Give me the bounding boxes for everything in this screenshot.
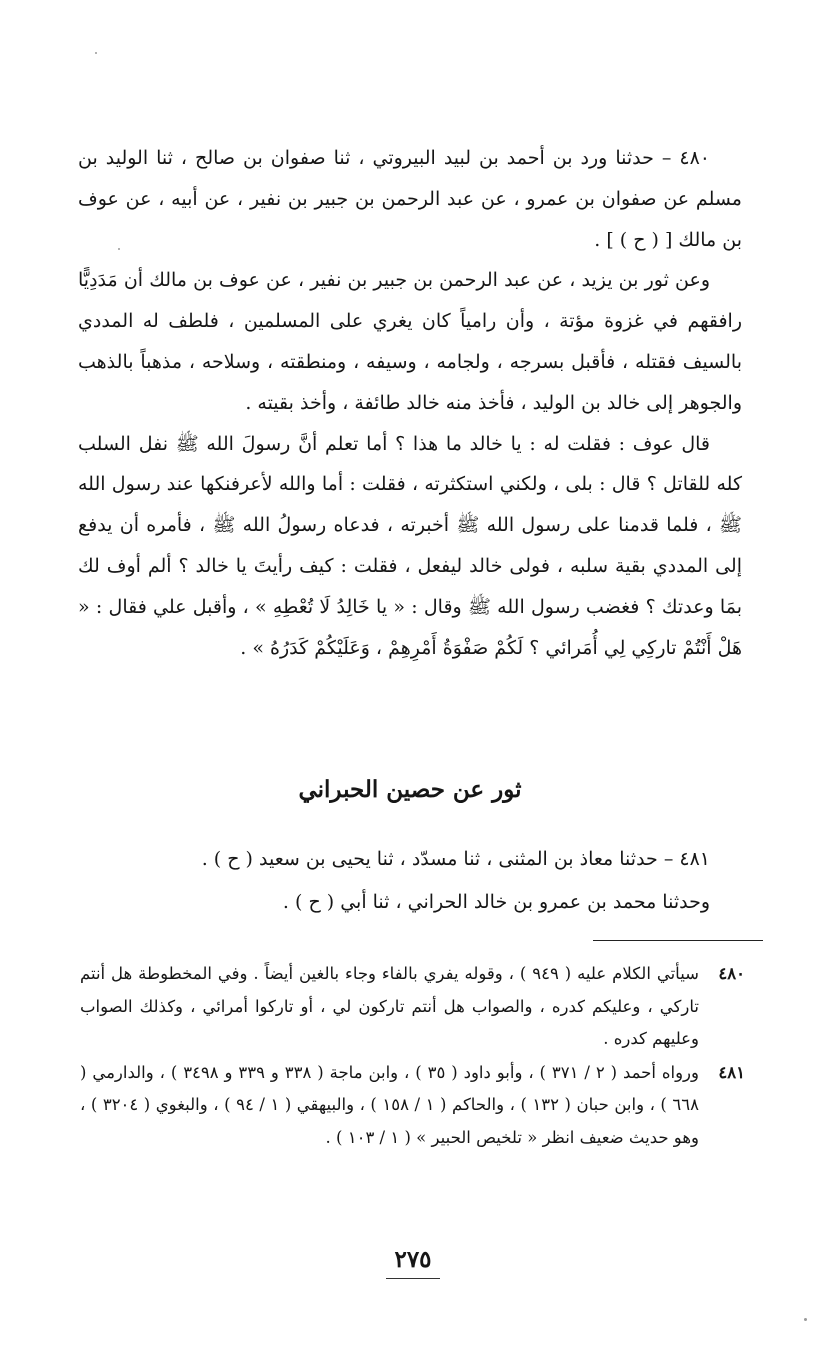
page-number-underline (386, 1278, 440, 1279)
footnotes (80, 958, 745, 1155)
footnote-number: ٤٨٠ (718, 964, 745, 983)
hadith-480-narrative: قال عوف : فقلت له : يا خالد ما هذا ؟ أما تعلم أنَّ رسولَ الله ﷺ نفل السلب كله للقاتل ؟ قال : بلى ، ولكني استكثرته ، فقلت : أما والله لأعرفنكها عند رسول الله ﷺ ، فلما قدمنا على رسول الله ﷺ أخبرته ، فدعاه رسولُ الله ﷺ ، فأمره أن يدفع إلى المددي بقية سلبه ، فولى خالد ليفعل ، فقلت : كيف رأيتَ يا خالد ؟ ألم أوف لك بمَا وعدتك ؟ فغضب رسول الله ﷺ وقال : « يا خَالِدُ لَا تُعْطِهِ » ، وأقبل علي فقال : « هَلْ أَنْتُمْ تاركِي لِي أُمَرائي ؟ لَكُمْ صَفْوَةُ أَمْرِهِمْ ، وَعَلَيْكُمْ كَدَرُهُ » . (78, 432, 742, 659)
footnote-text: سيأتي الكلام عليه ( ٩٤٩ ) ، وقوله يفري بالفاء وجاء بالغين أيضاً . وفي المخطوطة هل أنتم تاركي ، وعليكم كدره ، والصواب هل أنتم تاركون لي ، أو تاركوا أمرائي ، وكذلك الصواب وعليهم كدره . (80, 964, 700, 1048)
footnote-480 (80, 958, 745, 1056)
main-text (78, 138, 742, 668)
hadith-481 (78, 838, 742, 924)
footnote-separator (593, 940, 763, 941)
section-heading: ثور عن حصين الحبراني (298, 776, 522, 803)
hadith-481-line-2: وحدثنا محمد بن عمرو بن خالد الحراني ، ثنا أبي ( ح ) . (282, 891, 710, 913)
footnote-number: ٤٨١ (718, 1062, 745, 1082)
footnote-481 (80, 1057, 745, 1155)
hadith-480-chain: ٤٨٠ – حدثنا ورد بن أحمد بن لبيد البيروتي ، ثنا صفوان بن صالح ، ثنا الوليد بن مسلم عن صفوان بن عمرو ، عن عبد الرحمن بن جبير بن نفير ، عن أبيه ، عن عوف بن مالك [ ( ح ) ] . (78, 147, 742, 251)
scan-speck (804, 1318, 807, 1321)
footnote-text: ورواه أحمد ( ٢ / ٣٧١ ) ، وأبو داود ( ٣٥ ) ، وابن ماجة ( ٣٣٨ و ٣٣٩ و ٣٤٩٨ ) ، والدارمي ( ٦٦٨ ) ، وابن حبان ( ١٣٢ ) ، والحاكم ( ١ / ١٥٨ ) ، والبيهقي ( ١ / ٩٤ ) ، والبغوي ( ٣٢٠٤ ) ، وهو حديث ضعيف انظر « تلخيص الحبير » ( ١ / ١٠٣ ) . (80, 1062, 699, 1147)
page-number: ٢٧٥ (394, 1246, 432, 1273)
hadith-481-line-1: ٤٨١ – حدثنا معاذ بن المثنى ، ثنا مسدّد ، ثنا يحيى بن سعيد ( ح ) . (201, 848, 710, 870)
scan-speck (95, 52, 97, 54)
hadith-480-second-chain: وعن ثور بن يزيد ، عن عبد الرحمن بن جبير بن نفير ، عن عوف بن مالك أن مَدَدِيًّا رافقهم في غزوة مؤتة ، وأن رامياً كان يغري على المسلمين ، فلطف له المددي بالسيف فقتله ، فأقبل بسرجه ، ولجامه ، وسيفه ، ومنطقته ، وسلاحه ، مذهباً بالذهب والجوهر إلى خالد بن الوليد ، فأخذ منه خالد طائفة ، وأخذ بقيته . (78, 269, 742, 414)
